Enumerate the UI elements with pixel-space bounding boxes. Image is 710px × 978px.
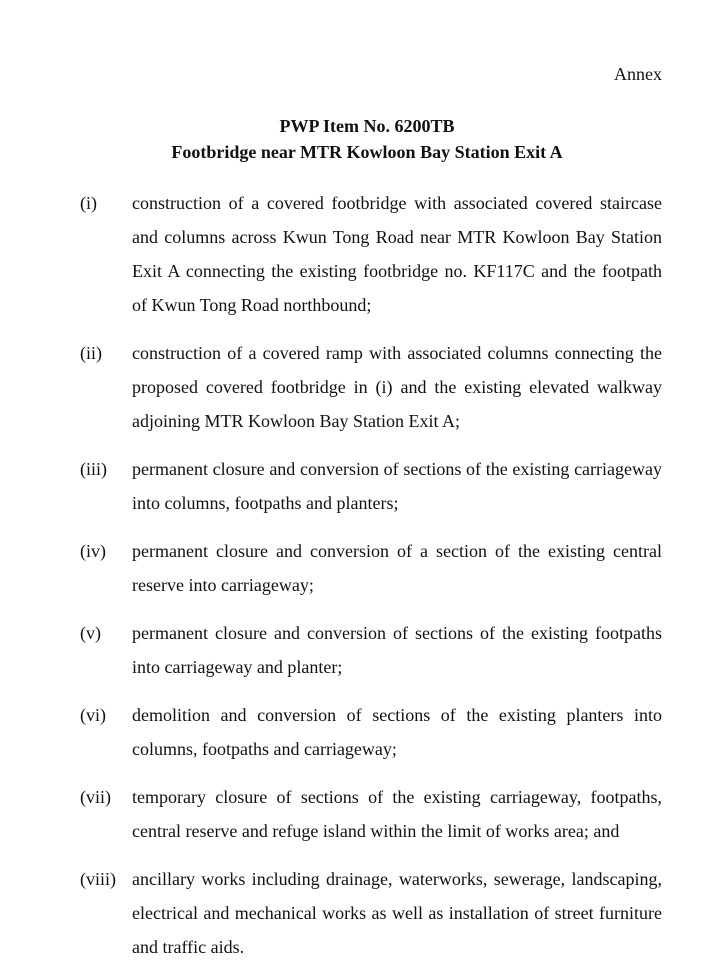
list-item-number: (ii) — [80, 343, 102, 363]
list-item — [80, 862, 662, 964]
list-item-number: (viii) — [80, 869, 116, 889]
list-item-text: temporary closure of sections of the existing carriageway, footpaths, central reserve and refuge island within the limit of works area; and — [132, 787, 662, 841]
list-item — [80, 452, 662, 520]
list-item — [80, 336, 662, 438]
title-project-name: Footbridge near MTR Kowloon Bay Station Exit A — [171, 142, 563, 162]
list-item-text: construction of a covered footbridge with associated covered staircase and columns across Kwun Tong Road near MTR Kowloon Bay Station Exit A connecting the existing footbridge no. KF117C and the footpath of Kwun Tong Road northbound; — [132, 193, 662, 315]
list-item-text: permanent closure and conversion of sections of the existing footpaths into carriageway and planter; — [132, 623, 662, 677]
list-item-number: (v) — [80, 623, 101, 643]
list-item-number: (vi) — [80, 705, 106, 725]
list-item-text: construction of a covered ramp with associated columns connecting the proposed covered footbridge in (i) and the existing elevated walkway adjoining MTR Kowloon Bay Station Exit A; — [132, 343, 662, 431]
document-title — [0, 113, 710, 165]
list-item — [80, 616, 662, 684]
list-item — [80, 186, 662, 322]
list-item — [80, 780, 662, 848]
annex-label: Annex — [614, 64, 662, 84]
list-item-number: (i) — [80, 193, 97, 213]
list-item-number: (iv) — [80, 541, 106, 561]
list-item-text: ancillary works including drainage, waterworks, sewerage, landscaping, electrical and mechanical works as well as installation of street furniture and traffic aids. — [132, 869, 662, 957]
list-item-text: permanent closure and conversion of a section of the existing central reserve into carriageway; — [132, 541, 662, 595]
list-item-number: (iii) — [80, 459, 107, 479]
list-item-text: demolition and conversion of sections of the existing planters into columns, footpaths and carriageway; — [132, 705, 662, 759]
list-item — [80, 698, 662, 766]
works-list — [80, 186, 662, 978]
list-item — [80, 534, 662, 602]
title-item-number: PWP Item No. 6200TB — [279, 116, 455, 136]
list-item-number: (vii) — [80, 787, 111, 807]
list-item-text: permanent closure and conversion of sections of the existing carriageway into columns, footpaths and planters; — [132, 459, 662, 513]
